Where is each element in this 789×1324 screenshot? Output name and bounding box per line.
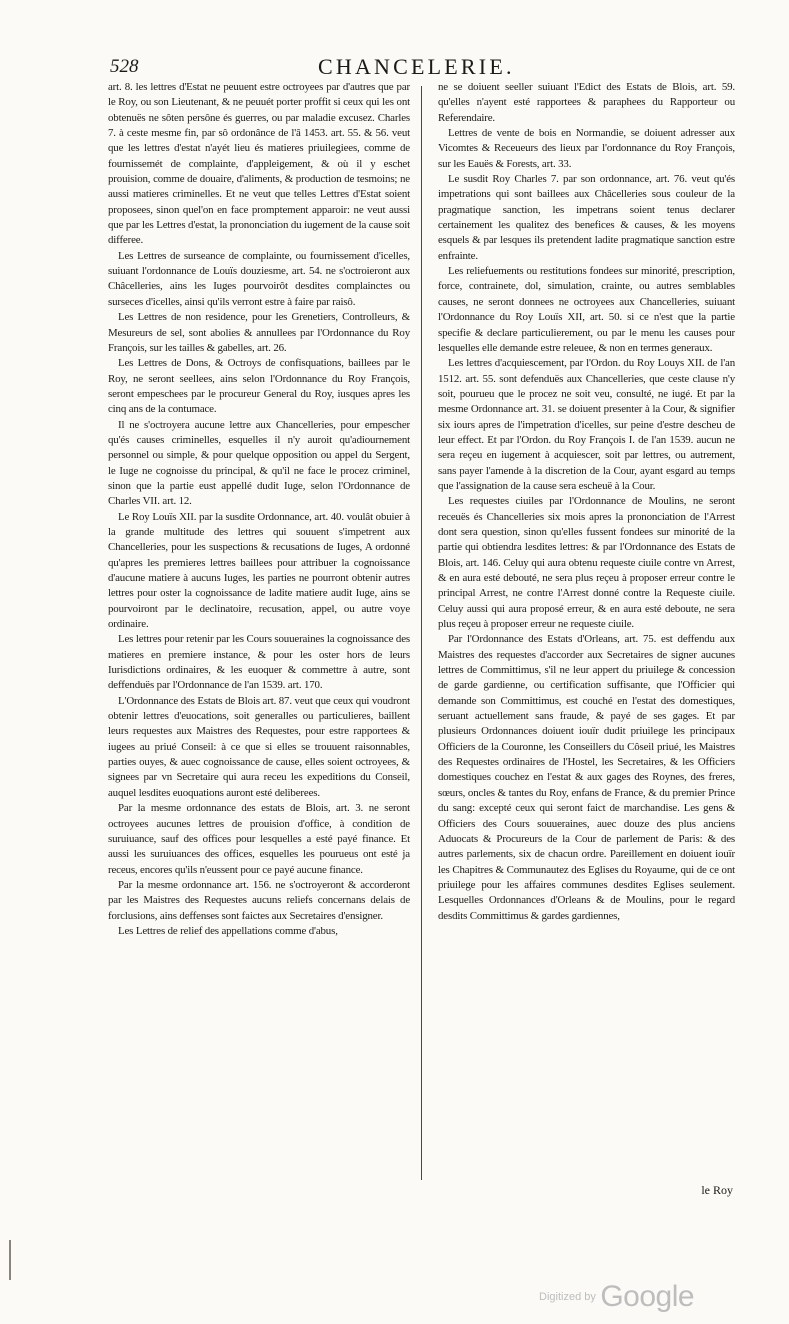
watermark-brand: Google bbox=[600, 1280, 695, 1313]
paragraph: Les lettres pour retenir par les Cours souueraines la cognoissance des matieres en premiere instance, & pour les oster hors de leurs Iurisdictions ordinaires, & les euoquer & commettre à autre, sont deffenduës par l'Ordonnance de l'an 1539. art. 170. bbox=[108, 633, 410, 692]
paragraph: ne se doiuent seeller suiuant l'Edict des Estats de Blois, art. 59. qu'elles n'ayent esté rapportees & paraphees du Rapporteur ou Referendaire. bbox=[438, 81, 735, 124]
paragraph: Il ne s'octroyera aucune lettre aux Chancelleries, pour empescher qu'és causes criminelles, esquelles il n'y auroit qu'adiournement personnel ou simple, & pour quelque opposition ou appel du Sergent, le Iuge ne cognoisse du principal, & qu'il ne face le procez criminel, sinon que la partie eust appellé dudit Iuge, selon l'Ordonnance de Charles VII. art. 12. bbox=[108, 418, 410, 508]
google-watermark bbox=[539, 1280, 694, 1314]
paragraph: Le susdit Roy Charles 7. par son ordonnance, art. 76. veut qu'és impetrations qui sont baillees aux Châcelleries sous couleur de la pragmatique sanction, les impetrans soient tenus declarer certainement les qualitez des benefices & causes, & les moyens esquels & par lesques ils pretendent ladite pragmatique sanction estre enfrainte. bbox=[438, 173, 735, 262]
paragraph: Les Lettres de non residence, pour les Grenetiers, Controlleurs, & Mesureurs de sel, sont abolies & annullees par l'Ordonnance du Roy François, sur les tailles & gabelles, art. 26. bbox=[108, 311, 410, 354]
paragraph: Les Lettres de Dons, & Octroys de confisquations, baillees par le Roy, ne seront seellees, ains selon l'Ordonnance du Roy François, seront empeschees par le procureur General du Roy, iusques apres les cinq ans de la contumace. bbox=[108, 357, 410, 416]
paragraph: Les Lettres de relief des appellations comme d'abus, bbox=[118, 924, 338, 937]
left-column bbox=[108, 80, 410, 939]
page-number: 528 bbox=[110, 56, 139, 77]
paragraph: Le Roy Louïs XII. par la susdite Ordonnance, art. 40. voulât obuier à la grande multitude des lettres qui souuent s'impetrent aux Chancelleries, pour les suspections & recusations de Iuges, A ordonné qu'apres les premieres lettres baillees pour attribuer la cognoissance d'aucune matiere à aucuns Iuges, les parties ne pourront obtenir autres lettres pour oster la cognoissance de ladite matiere audit Iuge, ains se pourvoiront par le declinatoire, recusation, appel, ou autre voye ordinaire. bbox=[108, 510, 410, 631]
paragraph: Les Lettres de surseance de complainte, ou fournissement d'icelles, suiuant l'ordonnance de Louïs douziesme, art. 54. ne s'octroieront aux Châcelleries, ains les Iuges pourvoirôt desdites complainctes ou surseces d'icelles, ainsi qu'ils verront estre à faire par raisô. bbox=[108, 249, 410, 308]
paragraph: Les lettres d'acquiescement, par l'Ordon. du Roy Louys XII. de l'an 1512. art. 55. sont defenduës aux Chancelleries, que ceste clause n'y soit, pourueu que le procez ne soit veu, consulté, ne iugé. Et par la mesme Ordonnance art. 31. se doiuent presenter à la Cour, & signifier six iours apres de l'impetration d'icelles, sur peine d'estre descheu de leur effect. Et par l'Ordon. du Roy François I. de l'an 1539. aucun ne sera reçeu en iugement à acquiescer, soit par lettres, ou autrement, sans payer l'amende à la discretion de la Cour, ayant esgard au temps que l'assignation de la cause sera escheuë à la Cour. bbox=[438, 357, 735, 492]
paragraph: Lettres de vente de bois en Normandie, se doiuent adresser aux Vicomtes & Receueurs des lieux par l'ordonnance du Roy François, sur les Eauës & Forests, art. 33. bbox=[438, 127, 735, 170]
watermark-prefix: Digitized by bbox=[539, 1291, 596, 1303]
margin-mark bbox=[9, 1240, 11, 1280]
paragraph: L'Ordonnance des Estats de Blois art. 87. veut que ceux qui voudront obtenir lettres d'euocations, soit generalles ou particulieres, baillent leurs requestes aux Maistres des Requestes, pour estre rapportees & iugees au priué Conseil: à ce que si elles se trouuent raisonnables, parties ouyes, & auec cognoissance de cause, elles soient octroyees, & signees par vn Secretaire qui aura receu les expeditions du Conseil, auquel lesdites euoquations auront esté deliberees. bbox=[108, 694, 410, 799]
catchword: le Roy bbox=[701, 1183, 733, 1197]
column-divider bbox=[421, 86, 422, 1180]
paragraph: Les requestes ciuiles par l'Ordonnance de Moulins, ne seront receuës és Chancelleries six mois apres la prononciation de l'Arrest dont sera question, sinon qu'elles fussent fondees sur minorité de la partie qui obtiendra lesdites lettres: & par l'Ordonnance des Estats de Blois, art. 146. Celuy qui aura obtenu requeste ciuile contre vn Arrest, & en aura esté debouté, ne sera plus reçeu à proposer erreur contre le principal Arrest, ne contre l'Arrest donné contre la Requeste ciuile. Celuy aussi qui aura proposé erreur, & en aura esté deboute, ne sera plus reçeu à proposer erreur ne requeste ciuile. bbox=[438, 495, 735, 631]
paragraph: Par la mesme ordonnance des estats de Blois, art. 3. ne seront octroyees aucunes lettres de prouision d'office, à condition de suruiuance, sauf des offices pour lesquelles a esté payé finance. Et aussi les suruiuances des offices, esquelles les pourueus ont esté ja receus, encores qu'ils n'eussent pour ce payé aucune finance. bbox=[108, 802, 410, 876]
paragraph: Par la mesme ordonnance art. 156. ne s'octroyeront & accorderont par les Maistres des Requestes aucuns reliefs concernans delais de forclusions, ains deffenses sont faictes aux Secretaires d'ensigner. bbox=[108, 878, 410, 922]
page-header bbox=[100, 52, 740, 82]
paragraph: Les reliefuements ou restitutions fondees sur minorité, prescription, force, contrainete, dol, simulation, crainte, ou autres semblables causes, ne seront donnees ne octroyees aux Chancelleries, suiuant l'Ordonnance du Roy Louïs XII, art. 50. si ce n'est que la partie specifie & declare particulierement, ou par le menu les causes pour lesquelles elle demande estre releuee, & non en termes generaux. bbox=[438, 265, 735, 354]
paragraph: art. 8. les lettres d'Estat ne peuuent estre octroyees par d'autres que par le Roy, ou son Lieutenant, & ne peuuét porter proffit si ceux qui les ont obtenuës ne sôten persône és guerres, ou par maladie excusez. Charles 7. à ceste mesme fin, par sô ordonânce de l'â 1453. art. 55. & 56. veut que les lettres d'estat n'ayét lieu és matieres priuilegiees, comme de fournissemét de complainte, d'appleigement, & où il y eschet prouision, comme de douaire, d'aliments, & production de tesmoins; ne aussi matieres criminelles. Et ne veut que telles Lettres d'Estat soient proposees, sinon quel'on en face promptement apparoir: ne veut aussi que par les Lettres d'estat, la prononciation du iugement de la cause soit differee. bbox=[108, 81, 410, 247]
right-column bbox=[438, 80, 735, 924]
running-title: CHANCELERIE. bbox=[318, 54, 515, 79]
paragraph: Par l'Ordonnance des Estats d'Orleans, art. 75. est deffendu aux Maistres des requestes d'accorder aux Secretaires de signer aucunes lettres de Committimus, s'il ne leur appert du priuilege & concession de garde gardienne, ou certification suffisante, que l'Officier qui demande son Committimus, est couché en l'estat des domestiques, seruant actuellement sans fraude, & payé de ses gages. Et par plusieurs Ordonnances doiuent iouïr dudit priuilege les principaux Officiers de la Couronne, les Conseillers du Côseil priué, les Maistres des Requestes ordinaires de l'Hostel, les Secretaires, & les Officiers domestiques couchez en l'estat & aux gages des Roynes, des freres, sœurs, oncles & tantes du Roy, enfans de France, & du premier Prince du sang: excepté ceux qui seront faict de marchandise. Les gens & Officiers des Cours souueraines, auec douze des plus anciens Aduocats & Procureurs de la Cour de parlement de Paris: & des autres parlements, six de chacun ordre. Pareillement en doiuent iouïr les Chapitres & Communautez des Eglises du Royaume, qui de ce ont priuilege pour les affaires communes desdites Eglises seulement. Lesquelles Ordonnances d'Orleans & de Moulins, pour le regard desdits Committimus & gardes gardiennes, bbox=[438, 633, 735, 922]
